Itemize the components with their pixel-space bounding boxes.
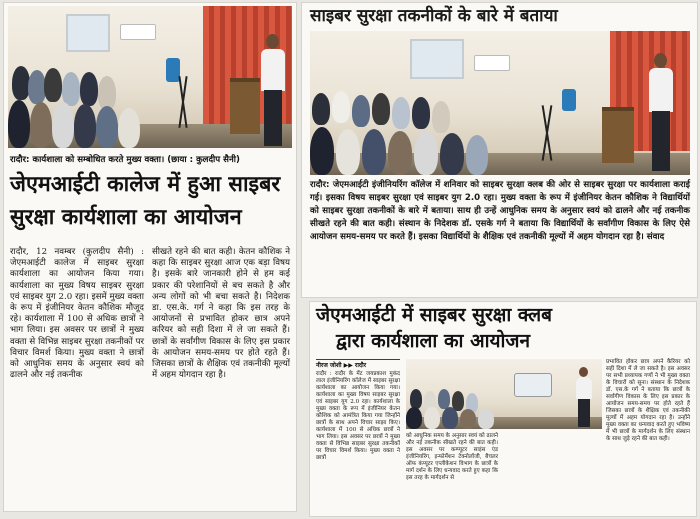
headline: साइबर सुरक्षा तकनीकों के बारे में बताया: [310, 6, 558, 26]
podium: [602, 107, 634, 163]
audience: [310, 83, 510, 175]
speaker-figure: [646, 53, 676, 171]
article-column-1: [10, 247, 144, 507]
news-clipping-1: [4, 3, 296, 511]
headline-line-2: द्वारा कार्यशाला का आयोजन: [336, 330, 531, 352]
projector-screen: [562, 89, 576, 111]
article-text-col1: रादौर : रादौर के मेंट जयप्रकाश मुकंद लाल इंजीनियरिंग कॉलेज में साइबर सुरक्षा कार्यशाला का आयोजन किया गया। कार्यशाला का मुख्य विषय साइबर सुरक्षा एवं साइबर युग 2.0 रहा। कार्यशाला के मुख्य वक्ता के रूप में इंजीनियर केतन कौशिक को आमंत्रित किया गया जिन्होंने छात्रों के साथ अपने विचार साझा किए। कार्यशाला में 100 से अधिक छात्रों ने भाग लिया। इस अवसर पर छात्रों ने मुख्य वक्ता से विभिन्न साइबर सुरक्षा तकनीकों पर विचार विमर्श किया। मुख्य वक्ता ने छात्रों: [316, 371, 400, 461]
window: [66, 14, 110, 52]
audience: [8, 58, 158, 148]
speaker-figure: [574, 367, 594, 427]
article-text-col3: प्रभावित होकर छात्र अपने कैरियर को सही दिशा में ले जा सकते है। इस अवसर पर सभी प्रध्यापक गणों ने भी मुख्य वक्ता के विचारों को सुना। संस्थान के निदेशक डॉ. एस.के गर्ग ने बताया कि छात्रों के सर्वांगीण विकास के लिए इस प्रकार के आयोजन समय-समय पर होते रहते हैं जिसका छात्रों के शैक्षिक एवं तकनीकी मूल्यों में अहम योगदान रहा है। उन्होंने मुख्य वक्ता का धन्यवाद करते हुए भविष्य में भी छात्रों के मार्गदर्शन के लिए संस्थान के साथ जुड़े रहने की बात कही।: [606, 359, 690, 442]
article-body: [310, 179, 690, 293]
speaker-figure: [258, 34, 288, 146]
projector-screen: [514, 373, 552, 397]
news-clipping-3: [310, 302, 696, 516]
air-conditioner: [474, 55, 510, 71]
photo-caption: रादौर: कार्यशाला को सम्बोधित करते मुख्य वक्ता। (छाया : कुलदीप सैनी): [10, 155, 240, 165]
byline-bar: [316, 359, 400, 360]
air-conditioner: [120, 24, 156, 40]
article-text-col2: सीखते रहने की बात कही। केतन कौशिक ने कहा कि साइबर सुरक्षा आज एक बड़ा विषय है। इसके बारे जानकारी होने से हम कई प्रकार की परेशानियों से बच सकते है और अन्य लोगों को भी बचा सकते है। निदेशक डा. एस.के. गर्ग ने कहा कि इस तरह के आयोजनों से प्रभावित होकर छात्र अपने करियर को सही दिशा में ले जा सकते हैं। छात्रों के सर्वांगीण विकास के लिए इस प्रकार के आयोजन समय-समय पर होते रहते हैं। जिसका छात्रों के शैक्षिक एवं तकनीकी मूल्यों में अहम योगदान रहा है।: [152, 247, 290, 381]
article-column-2: [406, 433, 498, 513]
article-text-col1: रादौर, 12 नवम्बर (कुलदीप सैनी) : जेएमआईटी कालेज में साइबर सुरक्षा कार्यशाला का आयोजन किया गया। कार्यशाला का मुख्य विषय साइबर सुरक्षा एवं साइबर युग 2.0 रहा। इसमें मुख्य वक्ता के रूप में इंजीनियर केतन कौशिक मौजूद रहे। कार्यशाला में 100 से अधिक छात्रों ने भाग लिया। इस अवसर पर छात्रों ने मुख्य वक्ता से विभिन्न साइबर सुरक्षा तकनीकों पर विचार विमर्श किया। मुख्य वक्ता ने छात्रों को आधुनिक समय के अनुसार स्वयं को ढालने और नई तकनीक: [10, 247, 144, 381]
audience: [406, 383, 516, 429]
headline-line-1: जेएमआईटी में साइबर सुरक्षा क्लब: [316, 304, 552, 326]
article-text: रादौर: जेएमआईटी इंजीनियरिंग कॉलेज में शनिवार को साइबर सुरक्षा क्लब की ओर से साइबर सुरक्षा पर कार्यशाला कराई गई। इसका विषय साइबर सुरक्षा एवं साइबर युग 2.0 रहा। मुख्य वक्ता के रूप में इंजीनियर केतन कौशिक ने विद्यार्थियों को साइबर सुरक्षा तकनीकों के बारे में बताया। साथ ही उन्हें आधुनिक समय के अनुसार स्वयं को ढालने और नई तकनीक सीखते रहने की बात कही। संस्थान के निदेशक डॉ. एसके गर्ग ने बताया कि विद्यार्थियों के सर्वांगीण विकास के लिए ऐसे आयोजन समय-समय पर करते हैं। इसका विद्यार्थियों के शैक्षिक एवं तकनीकी मूल्यों में अहम योगदान रहा है। संवाद: [310, 180, 690, 242]
workshop-photo-1: [8, 6, 292, 148]
workshop-photo-3: [406, 359, 602, 429]
headline-line-1: जेएमआईटी कालेज में हुआ साइबर: [10, 172, 281, 197]
workshop-photo-2: [310, 31, 690, 175]
podium: [230, 78, 260, 134]
headline-line-2: सुरक्षा कार्यशाला का आयोजन: [10, 205, 242, 230]
news-clipping-2: [302, 3, 697, 297]
article-column-3: [606, 359, 690, 513]
byline: नीरज जोशी ▶▶ रादौर: [316, 362, 367, 369]
article-column-2: [152, 247, 290, 507]
article-column-1: [316, 371, 400, 513]
article-text-col2: को आधुनिक समय के अनुसार स्वयं को ढालने और नई तकनीक सीखते रहने की बात कही। इस अवसर पर कम्प्यूटर साइंस एंड इंजीनियरिंग, इन्फोर्मेशन टेक्नोलॉजी, बैचलर ऑफ कंप्यूटर एप्लीकेशन विभाग के छात्रों के मार्ग दर्शन के लिए धन्यवाद करते हुए कहा कि इस तरह के मार्गदर्शन से: [406, 433, 498, 481]
